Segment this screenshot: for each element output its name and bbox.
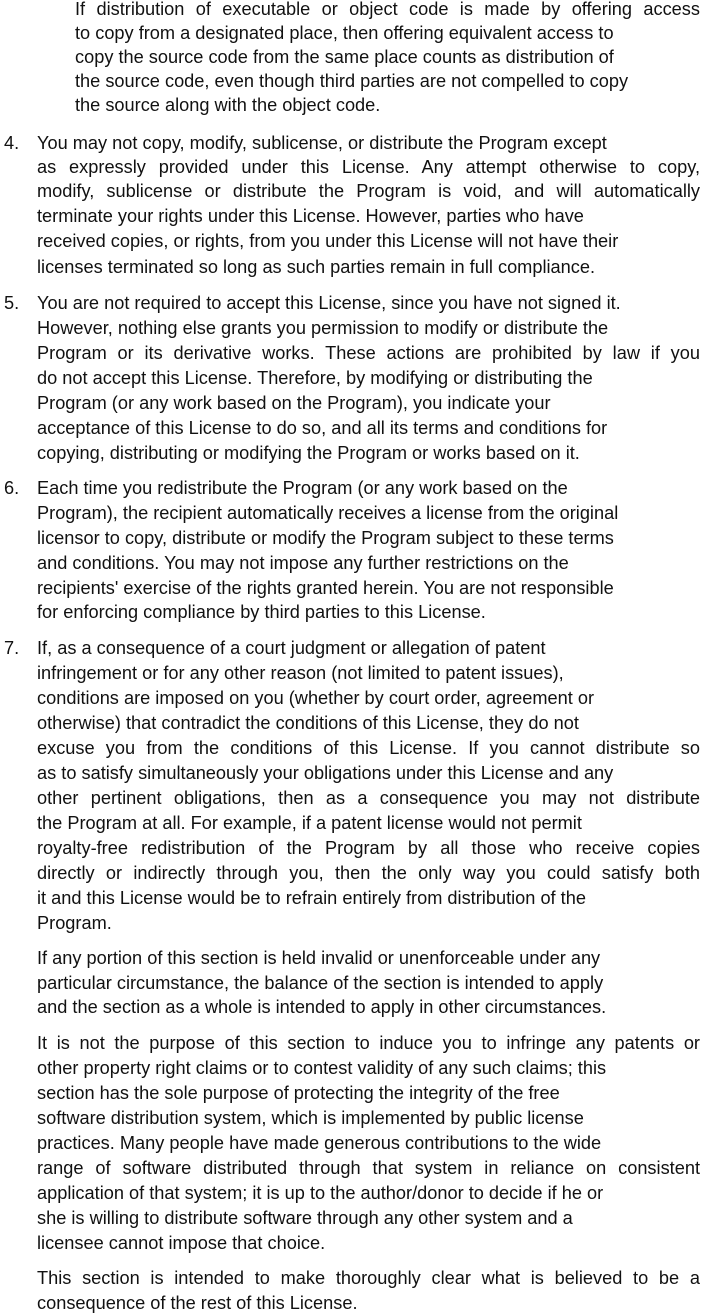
text-line: the source code, even though third parties are not compelled to copy (75, 71, 629, 91)
text-line: she is willing to distribute software through any other system and a (37, 1208, 573, 1228)
text-line: Each time you redistribute the Program (or any work based on the (37, 478, 568, 498)
section-number: 4. (4, 133, 20, 153)
text-line: excuse you from the conditions of this License. If you cannot distribute so (37, 738, 700, 758)
text-line: otherwise) that contradict the conditions of this License, they do not (37, 713, 579, 733)
text-line: Program), the recipient automatically receives a license from the original (37, 503, 619, 523)
text-line: acceptance of this License to do so, and all its terms and conditions for (37, 418, 608, 438)
text-line: particular circumstance, the balance of the section is intended to apply (37, 973, 604, 993)
text-line: Program or its derivative works. These actions are prohibited by law if you (37, 343, 700, 363)
section-number: 7. (4, 638, 20, 658)
text-line: received copies, or rights, from you under this License will not have their (37, 231, 619, 251)
text-line: do not accept this License. Therefore, by modifying or distributing the (37, 368, 593, 388)
text-line: If any portion of this section is held invalid or unenforceable under any (37, 948, 601, 968)
text-line: other pertinent obligations, then as a consequence you may not distribute (37, 788, 700, 808)
text-line: licensee cannot impose that choice. (37, 1233, 326, 1253)
text-line: Program (or any work based on the Program), you indicate your (37, 393, 551, 413)
text-line: and conditions. You may not impose any further restrictions on the (37, 553, 569, 573)
text-line: If, as a consequence of a court judgment or allegation of patent (37, 638, 546, 658)
text-line: If distribution of executable or object code is made by offering access (75, 0, 700, 19)
text-line: copying, distributing or modifying the Program or works based on it. (37, 443, 580, 463)
text-line: range of software distributed through that system in reliance on consistent (37, 1158, 700, 1178)
text-line: recipients' exercise of the rights granted herein. You are not responsible (37, 578, 614, 598)
text-line: modify, sublicense or distribute the Program is void, and will automatically (37, 181, 700, 201)
text-line: licenses terminated so long as such parties remain in full compliance. (37, 257, 596, 277)
text-line: section has the sole purpose of protecting the integrity of the free (37, 1083, 560, 1103)
text-line: other property right claims or to contest validity of any such claims; this (37, 1058, 607, 1078)
text-line: the source along with the object code. (75, 95, 381, 115)
text-line: terminate your rights under this License. However, parties who have (37, 206, 584, 226)
text-line: royalty-free redistribution of the Program by all those who receive copies (37, 838, 700, 858)
text-line: However, nothing else grants you permission to modify or distribute the (37, 318, 609, 338)
text-line: infringement or for any other reason (not limited to patent issues), (37, 663, 564, 683)
text-line: as to satisfy simultaneously your obligations under this License and any (37, 763, 614, 783)
text-line: It is not the purpose of this section to induce you to infringe any patents or (37, 1033, 700, 1053)
text-line: for enforcing compliance by third parties to this License. (37, 602, 486, 622)
text-line: conditions are imposed on you (whether by court order, agreement or (37, 688, 595, 708)
text-line: application of that system; it is up to the author/donor to decide if he or (37, 1183, 604, 1203)
text-line: copy the source code from the same place counts as distribution of (75, 47, 614, 67)
section-number: 5. (4, 293, 20, 313)
section-number: 6. (4, 478, 20, 498)
text-line: and the section as a whole is intended to apply in other circumstances. (37, 997, 607, 1017)
text-line: consequence of the rest of this License. (37, 1293, 358, 1313)
text-line: This section is intended to make thoroughly clear what is believed to be a (37, 1268, 700, 1288)
text-line: as expressly provided under this License. Any attempt otherwise to copy, (37, 157, 700, 177)
text-line: licensor to copy, distribute or modify the Program subject to these terms (37, 528, 614, 548)
text-line: Program. (37, 913, 112, 933)
text-line: software distribution system, which is implemented by public license (37, 1108, 584, 1128)
text-line: the Program at all. For example, if a patent license would not permit (37, 813, 582, 833)
text-line: You may not copy, modify, sublicense, or distribute the Program except (37, 133, 607, 153)
text-line: directly or indirectly through you, then the only way you could satisfy both (37, 863, 700, 883)
text-line: to copy from a designated place, then offering equivalent access to (75, 23, 614, 43)
text-line: You are not required to accept this License, since you have not signed it. (37, 293, 621, 313)
text-line: practices. Many people have made generous contributions to the wide (37, 1133, 602, 1153)
text-line: it and this License would be to refrain entirely from distribution of the (37, 888, 586, 908)
